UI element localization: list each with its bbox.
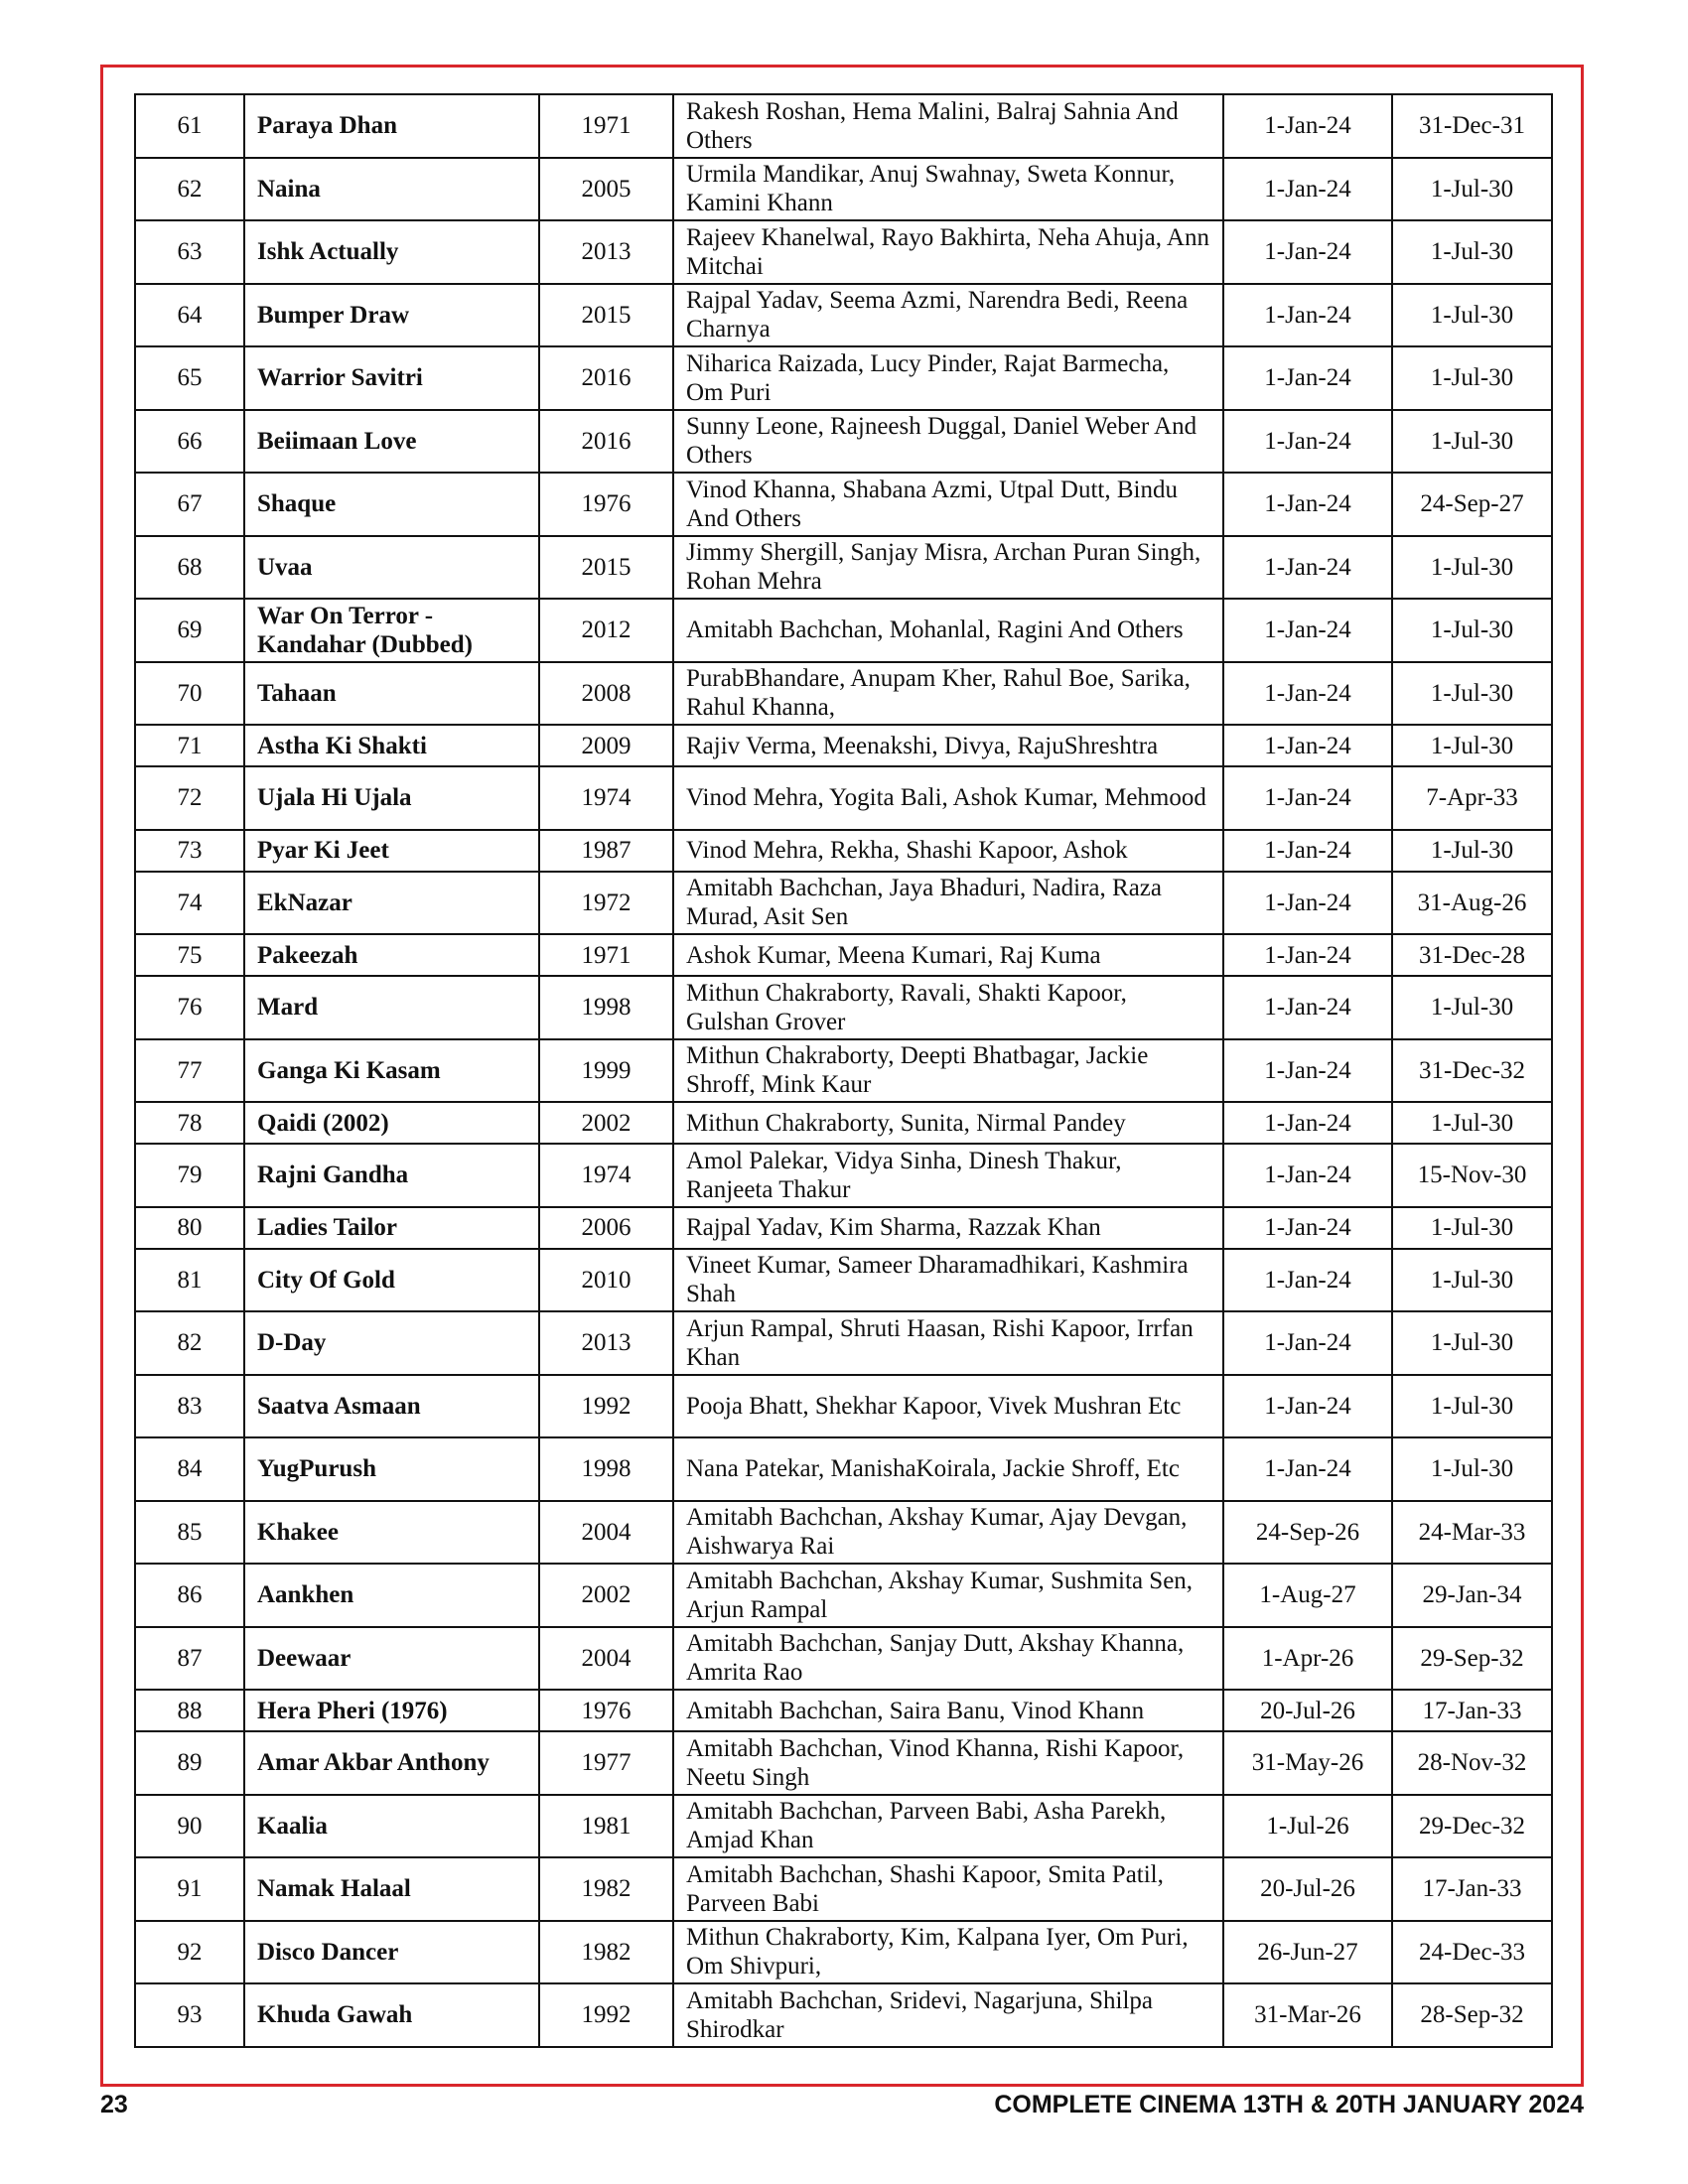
license-start-date: 1-Jan-24: [1223, 1039, 1392, 1103]
film-number: 85: [135, 1501, 244, 1565]
license-end-date: 1-Jul-30: [1392, 1249, 1552, 1312]
license-start-date: 1-Jan-24: [1223, 94, 1392, 158]
release-year: 1974: [539, 1144, 673, 1207]
film-title: Ishk Actually: [244, 220, 539, 284]
cast-list: Vinod Mehra, Rekha, Shashi Kapoor, Ashok: [673, 830, 1223, 872]
license-end-date: 29-Sep-32: [1392, 1627, 1552, 1691]
license-end-date: 31-Dec-32: [1392, 1039, 1552, 1103]
cast-list: Vinod Khanna, Shabana Azmi, Utpal Dutt, Bindu And Others: [673, 473, 1223, 536]
cast-list: Vineet Kumar, Sameer Dharamadhikari, Kashmira Shah: [673, 1249, 1223, 1312]
cast-list: Arjun Rampal, Shruti Haasan, Rishi Kapoor, Irrfan Khan: [673, 1311, 1223, 1375]
license-start-date: 1-Jan-24: [1223, 1144, 1392, 1207]
cast-list: Nana Patekar, ManishaKoirala, Jackie Shroff, Etc: [673, 1437, 1223, 1501]
release-year: 1982: [539, 1921, 673, 1984]
table-row: [135, 1102, 1552, 1144]
table-row: [135, 599, 1552, 662]
film-number: 89: [135, 1731, 244, 1795]
cast-list: Amitabh Bachchan, Akshay Kumar, Ajay Devgan, Aishwarya Rai: [673, 1501, 1223, 1565]
release-year: 1976: [539, 473, 673, 536]
release-year: 2004: [539, 1501, 673, 1565]
release-year: 2016: [539, 410, 673, 474]
table-row: [135, 158, 1552, 221]
film-title: Ujala Hi Ujala: [244, 766, 539, 830]
film-number: 61: [135, 94, 244, 158]
film-number: 91: [135, 1857, 244, 1921]
license-end-date: 29-Dec-32: [1392, 1795, 1552, 1858]
license-start-date: 31-Mar-26: [1223, 1983, 1392, 2047]
cast-list: PurabBhandare, Anupam Kher, Rahul Boe, Sarika, Rahul Khanna,: [673, 662, 1223, 726]
license-start-date: 1-Jan-24: [1223, 1375, 1392, 1438]
license-start-date: 26-Jun-27: [1223, 1921, 1392, 1984]
table-row: [135, 830, 1552, 872]
table-row: [135, 473, 1552, 536]
film-title: Qaidi (2002): [244, 1102, 539, 1144]
release-year: 1971: [539, 934, 673, 976]
cast-list: Rajeev Khanelwal, Rayo Bakhirta, Neha Ahuja, Ann Mitchai: [673, 220, 1223, 284]
license-start-date: 1-Jan-24: [1223, 1207, 1392, 1249]
release-year: 2006: [539, 1207, 673, 1249]
film-title: EkNazar: [244, 872, 539, 935]
license-end-date: 1-Jul-30: [1392, 725, 1552, 766]
license-end-date: 1-Jul-30: [1392, 830, 1552, 872]
cast-list: Amitabh Bachchan, Sridevi, Nagarjuna, Shilpa Shirodkar: [673, 1983, 1223, 2047]
license-start-date: 1-Jan-24: [1223, 934, 1392, 976]
cast-list: Mithun Chakraborty, Deepti Bhatbagar, Jackie Shroff, Mink Kaur: [673, 1039, 1223, 1103]
license-end-date: 1-Jul-30: [1392, 1375, 1552, 1438]
release-year: 1981: [539, 1795, 673, 1858]
film-number: 68: [135, 536, 244, 600]
film-number: 92: [135, 1921, 244, 1984]
table-row: [135, 1983, 1552, 2047]
publication-footer: COMPLETE CINEMA 13TH & 20TH JANUARY 2024: [994, 2091, 1584, 2118]
license-start-date: 1-Aug-27: [1223, 1564, 1392, 1627]
cast-list: Urmila Mandikar, Anuj Swahnay, Sweta Konnur, Kamini Khann: [673, 158, 1223, 221]
release-year: 1992: [539, 1983, 673, 2047]
table-row: [135, 536, 1552, 600]
license-end-date: 1-Jul-30: [1392, 1437, 1552, 1501]
cast-list: Amol Palekar, Vidya Sinha, Dinesh Thakur, Ranjeeta Thakur: [673, 1144, 1223, 1207]
release-year: 1987: [539, 830, 673, 872]
cast-list: Amitabh Bachchan, Shashi Kapoor, Smita Patil, Parveen Babi: [673, 1857, 1223, 1921]
license-start-date: 1-Jul-26: [1223, 1795, 1392, 1858]
film-number: 67: [135, 473, 244, 536]
table-row: [135, 1501, 1552, 1565]
license-end-date: 24-Sep-27: [1392, 473, 1552, 536]
release-year: 2015: [539, 536, 673, 600]
license-end-date: 31-Aug-26: [1392, 872, 1552, 935]
film-title: Kaalia: [244, 1795, 539, 1858]
film-number: 76: [135, 976, 244, 1039]
table-row: [135, 976, 1552, 1039]
table-row: [135, 1564, 1552, 1627]
film-number: 80: [135, 1207, 244, 1249]
film-number: 93: [135, 1983, 244, 2047]
license-start-date: 1-Jan-24: [1223, 1249, 1392, 1312]
film-title: Amar Akbar Anthony: [244, 1731, 539, 1795]
film-number: 83: [135, 1375, 244, 1438]
page-number: 23: [100, 2091, 128, 2118]
release-year: 1998: [539, 1437, 673, 1501]
film-title: Shaque: [244, 473, 539, 536]
table-row: [135, 1311, 1552, 1375]
cast-list: Mithun Chakraborty, Ravali, Shakti Kapoor, Gulshan Grover: [673, 976, 1223, 1039]
film-number: 65: [135, 346, 244, 410]
table-row: [135, 1207, 1552, 1249]
table-row: [135, 1795, 1552, 1858]
license-start-date: 20-Jul-26: [1223, 1857, 1392, 1921]
film-number: 88: [135, 1690, 244, 1731]
license-end-date: 29-Jan-34: [1392, 1564, 1552, 1627]
table-row: [135, 94, 1552, 158]
cast-list: Rajiv Verma, Meenakshi, Divya, RajuShreshtra: [673, 725, 1223, 766]
cast-list: Rajpal Yadav, Kim Sharma, Razzak Khan: [673, 1207, 1223, 1249]
film-number: 77: [135, 1039, 244, 1103]
film-title: Pakeezah: [244, 934, 539, 976]
film-number: 74: [135, 872, 244, 935]
film-title: Ladies Tailor: [244, 1207, 539, 1249]
film-number: 82: [135, 1311, 244, 1375]
film-title: Ganga Ki Kasam: [244, 1039, 539, 1103]
film-number: 63: [135, 220, 244, 284]
table-row: [135, 410, 1552, 474]
film-title: Hera Pheri (1976): [244, 1690, 539, 1731]
release-year: 2016: [539, 346, 673, 410]
film-number: 90: [135, 1795, 244, 1858]
license-start-date: 1-Jan-24: [1223, 536, 1392, 600]
release-year: 2002: [539, 1564, 673, 1627]
release-year: 2009: [539, 725, 673, 766]
release-year: 2013: [539, 1311, 673, 1375]
film-title: Rajni Gandha: [244, 1144, 539, 1207]
film-title: Disco Dancer: [244, 1921, 539, 1984]
table-row: [135, 1857, 1552, 1921]
license-start-date: 1-Jan-24: [1223, 830, 1392, 872]
table-row: [135, 1921, 1552, 1984]
table-row: [135, 1039, 1552, 1103]
film-title: Bumper Draw: [244, 284, 539, 347]
cast-list: Amitabh Bachchan, Sanjay Dutt, Akshay Khanna, Amrita Rao: [673, 1627, 1223, 1691]
table-row: [135, 1375, 1552, 1438]
license-start-date: 1-Jan-24: [1223, 766, 1392, 830]
license-start-date: 1-Jan-24: [1223, 976, 1392, 1039]
license-end-date: 24-Mar-33: [1392, 1501, 1552, 1565]
film-title: City Of Gold: [244, 1249, 539, 1312]
film-number: 87: [135, 1627, 244, 1691]
release-year: 2004: [539, 1627, 673, 1691]
cast-list: Ashok Kumar, Meena Kumari, Raj Kuma: [673, 934, 1223, 976]
film-number: 81: [135, 1249, 244, 1312]
license-end-date: 1-Jul-30: [1392, 662, 1552, 726]
film-number: 86: [135, 1564, 244, 1627]
license-end-date: 7-Apr-33: [1392, 766, 1552, 830]
cast-list: Amitabh Bachchan, Vinod Khanna, Rishi Kapoor, Neetu Singh: [673, 1731, 1223, 1795]
film-title: Paraya Dhan: [244, 94, 539, 158]
film-title: Khakee: [244, 1501, 539, 1565]
license-start-date: 1-Jan-24: [1223, 1102, 1392, 1144]
film-title: Uvaa: [244, 536, 539, 600]
films-table-body: [135, 94, 1552, 2047]
film-number: 69: [135, 599, 244, 662]
license-end-date: 15-Nov-30: [1392, 1144, 1552, 1207]
license-start-date: 1-Jan-24: [1223, 725, 1392, 766]
film-number: 66: [135, 410, 244, 474]
release-year: 2015: [539, 284, 673, 347]
film-title: Deewaar: [244, 1627, 539, 1691]
table-row: [135, 1690, 1552, 1731]
license-end-date: 1-Jul-30: [1392, 1102, 1552, 1144]
license-start-date: 1-Jan-24: [1223, 346, 1392, 410]
film-number: 64: [135, 284, 244, 347]
license-start-date: 1-Jan-24: [1223, 1437, 1392, 1501]
cast-list: Rakesh Roshan, Hema Malini, Balraj Sahnia And Others: [673, 94, 1223, 158]
license-end-date: 17-Jan-33: [1392, 1690, 1552, 1731]
release-year: 2010: [539, 1249, 673, 1312]
film-title: YugPurush: [244, 1437, 539, 1501]
film-number: 78: [135, 1102, 244, 1144]
film-number: 71: [135, 725, 244, 766]
license-start-date: 24-Sep-26: [1223, 1501, 1392, 1565]
film-number: 72: [135, 766, 244, 830]
license-end-date: 1-Jul-30: [1392, 536, 1552, 600]
license-end-date: 1-Jul-30: [1392, 158, 1552, 221]
cast-list: Amitabh Bachchan, Jaya Bhaduri, Nadira, Raza Murad, Asit Sen: [673, 872, 1223, 935]
cast-list: Pooja Bhatt, Shekhar Kapoor, Vivek Mushran Etc: [673, 1375, 1223, 1438]
table-row: [135, 1437, 1552, 1501]
license-start-date: 1-Jan-24: [1223, 872, 1392, 935]
film-number: 75: [135, 934, 244, 976]
film-number: 62: [135, 158, 244, 221]
film-title: Khuda Gawah: [244, 1983, 539, 2047]
license-start-date: 20-Jul-26: [1223, 1690, 1392, 1731]
film-title: Namak Halaal: [244, 1857, 539, 1921]
license-end-date: 1-Jul-30: [1392, 220, 1552, 284]
table-row: [135, 1144, 1552, 1207]
film-title: Aankhen: [244, 1564, 539, 1627]
table-row: [135, 1627, 1552, 1691]
release-year: 1998: [539, 976, 673, 1039]
release-year: 1977: [539, 1731, 673, 1795]
film-title: Beiimaan Love: [244, 410, 539, 474]
film-title: Naina: [244, 158, 539, 221]
film-title: Warrior Savitri: [244, 346, 539, 410]
film-number: 79: [135, 1144, 244, 1207]
cast-list: Vinod Mehra, Yogita Bali, Ashok Kumar, Mehmood: [673, 766, 1223, 830]
table-row: [135, 934, 1552, 976]
license-end-date: 31-Dec-31: [1392, 94, 1552, 158]
cast-list: Mithun Chakraborty, Sunita, Nirmal Pandey: [673, 1102, 1223, 1144]
license-start-date: 1-Jan-24: [1223, 410, 1392, 474]
film-title: Astha Ki Shakti: [244, 725, 539, 766]
license-start-date: 1-Jan-24: [1223, 473, 1392, 536]
release-year: 1976: [539, 1690, 673, 1731]
table-row: [135, 346, 1552, 410]
license-end-date: 31-Dec-28: [1392, 934, 1552, 976]
cast-list: Amitabh Bachchan, Akshay Kumar, Sushmita Sen, Arjun Rampal: [673, 1564, 1223, 1627]
table-row: [135, 1249, 1552, 1312]
cast-list: Amitabh Bachchan, Mohanlal, Ragini And Others: [673, 599, 1223, 662]
release-year: 1974: [539, 766, 673, 830]
release-year: 2005: [539, 158, 673, 221]
cast-list: Mithun Chakraborty, Kim, Kalpana Iyer, Om Puri, Om Shivpuri,: [673, 1921, 1223, 1984]
film-title: Mard: [244, 976, 539, 1039]
film-title: Pyar Ki Jeet: [244, 830, 539, 872]
release-year: 2013: [539, 220, 673, 284]
release-year: 2002: [539, 1102, 673, 1144]
release-year: 1992: [539, 1375, 673, 1438]
release-year: 1972: [539, 872, 673, 935]
table-row: [135, 284, 1552, 347]
film-number: 70: [135, 662, 244, 726]
release-year: 2008: [539, 662, 673, 726]
table-row: [135, 725, 1552, 766]
license-end-date: 1-Jul-30: [1392, 1207, 1552, 1249]
table-row: [135, 872, 1552, 935]
license-start-date: 1-Jan-24: [1223, 1311, 1392, 1375]
license-end-date: 1-Jul-30: [1392, 346, 1552, 410]
license-end-date: 24-Dec-33: [1392, 1921, 1552, 1984]
license-end-date: 1-Jul-30: [1392, 410, 1552, 474]
license-start-date: 1-Apr-26: [1223, 1627, 1392, 1691]
license-end-date: 17-Jan-33: [1392, 1857, 1552, 1921]
film-number: 84: [135, 1437, 244, 1501]
film-number: 73: [135, 830, 244, 872]
table-row: [135, 766, 1552, 830]
license-start-date: 31-May-26: [1223, 1731, 1392, 1795]
license-end-date: 1-Jul-30: [1392, 599, 1552, 662]
table-row: [135, 220, 1552, 284]
license-start-date: 1-Jan-24: [1223, 220, 1392, 284]
license-end-date: 28-Sep-32: [1392, 1983, 1552, 2047]
film-title: Saatva Asmaan: [244, 1375, 539, 1438]
cast-list: Sunny Leone, Rajneesh Duggal, Daniel Weber And Others: [673, 410, 1223, 474]
cast-list: Niharica Raizada, Lucy Pinder, Rajat Barmecha, Om Puri: [673, 346, 1223, 410]
table-row: [135, 1731, 1552, 1795]
cast-list: Jimmy Shergill, Sanjay Misra, Archan Puran Singh, Rohan Mehra: [673, 536, 1223, 600]
license-start-date: 1-Jan-24: [1223, 284, 1392, 347]
license-end-date: 1-Jul-30: [1392, 284, 1552, 347]
film-title: Tahaan: [244, 662, 539, 726]
license-start-date: 1-Jan-24: [1223, 158, 1392, 221]
release-year: 2012: [539, 599, 673, 662]
release-year: 1982: [539, 1857, 673, 1921]
cast-list: Rajpal Yadav, Seema Azmi, Narendra Bedi, Reena Charnya: [673, 284, 1223, 347]
license-start-date: 1-Jan-24: [1223, 599, 1392, 662]
cast-list: Amitabh Bachchan, Saira Banu, Vinod Khann: [673, 1690, 1223, 1731]
film-title: War On Terror - Kandahar (Dubbed): [244, 599, 539, 662]
license-end-date: 1-Jul-30: [1392, 976, 1552, 1039]
license-end-date: 28-Nov-32: [1392, 1731, 1552, 1795]
license-start-date: 1-Jan-24: [1223, 662, 1392, 726]
film-title: D-Day: [244, 1311, 539, 1375]
films-table: [134, 93, 1553, 2048]
release-year: 1971: [539, 94, 673, 158]
release-year: 1999: [539, 1039, 673, 1103]
cast-list: Amitabh Bachchan, Parveen Babi, Asha Parekh, Amjad Khan: [673, 1795, 1223, 1858]
license-end-date: 1-Jul-30: [1392, 1311, 1552, 1375]
table-row: [135, 662, 1552, 726]
